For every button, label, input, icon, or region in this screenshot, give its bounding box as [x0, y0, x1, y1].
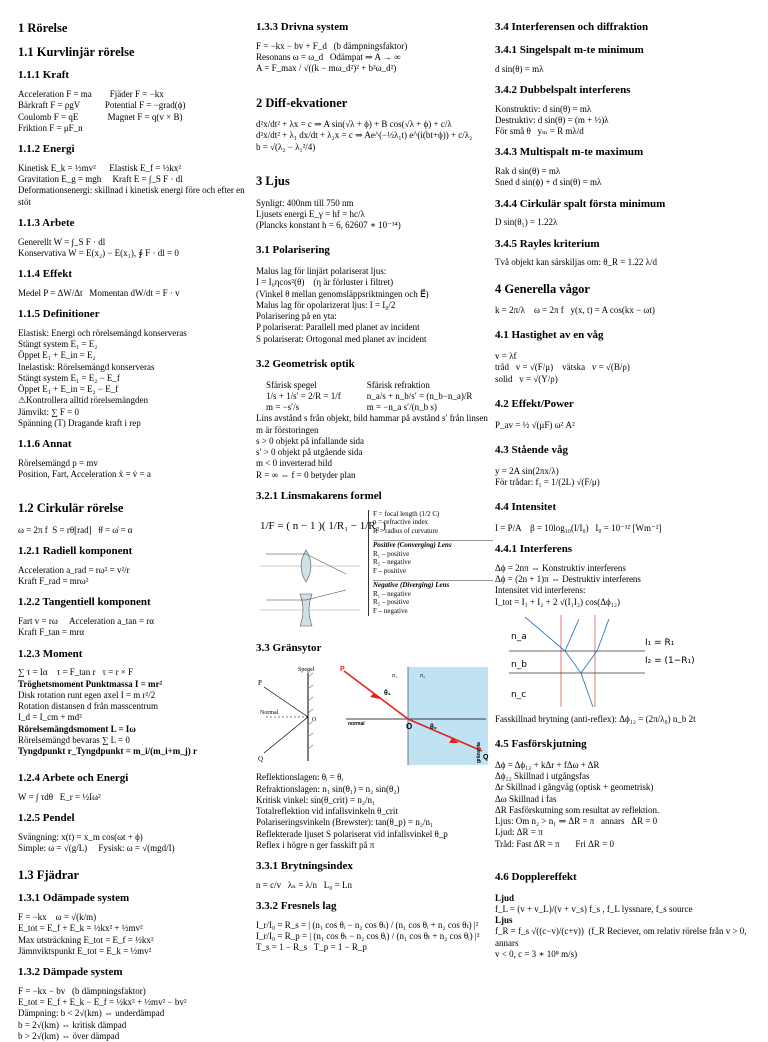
geo-line: Lins avstånd s från objekt, bild hammar på avstånd s′ från linsen: [256, 413, 488, 424]
heading-intensitet: 4.4 Intensitet: [495, 501, 557, 514]
label-p-right: P: [340, 666, 345, 674]
stv-line: För trådar: f₁ = 1/(2L) √(F/μ): [495, 476, 600, 487]
fas-line: Δr Skillnad i gångväg (optisk + geometrisk): [495, 782, 654, 793]
diff-line: b = √(λ₂ − λ₁²/4): [256, 141, 316, 152]
multi-line: Rak d sin(θ) = mλ: [495, 166, 561, 176]
mom-line: Tröghetsmoment Punktmassa I = mr²: [18, 678, 163, 689]
fres-line: T_s = 1 − R_s T_p = 1 − R_p: [256, 942, 367, 953]
mom-line: ∑ τ = Iα τ = F_tan r τ = r × F: [18, 667, 134, 678]
lens-diagram: [256, 544, 364, 636]
damp-line: b > 2√(km) ⇔ över dämpad: [18, 1030, 120, 1041]
section-generella-vagor: 4 Generella vågor: [495, 281, 590, 296]
single-line: d sin(θ) = mλ: [495, 63, 544, 74]
label-nb: n_b: [511, 659, 527, 670]
intf-after-line: Fasskillnad brytning (anti-reflex): Δϕ₁₂ = (2π/λ₀) n_b 2t: [495, 713, 696, 724]
fas-line: Tråd: Fast ΔR = π Fri ΔR = 0: [495, 838, 614, 849]
thin-film-sketch: [495, 611, 745, 711]
legend-line: R₂ – negative: [373, 558, 411, 567]
heading-definitioner: 1.1.5 Definitioner: [18, 308, 100, 320]
double-line: Konstruktiv: d sin(θ) = mλ: [495, 103, 592, 114]
heading-kraft: 1.1.1 Kraft: [18, 69, 70, 82]
drivna-line: A = F_max / √((k − mω_d²)² + b²ω_d²): [256, 63, 397, 74]
heading-dubbelspalt: 3.4.2 Dubbelspalt interferens: [495, 83, 631, 96]
heading-arbete: 1.1.3 Arbete: [18, 216, 75, 229]
lensmaker-formula: 1/F = ( n − 1 )( 1/R₁ − 1/R₂ ): [260, 519, 386, 532]
label-o-right: O: [406, 722, 413, 732]
legend-heading: Negative (Diverging) Lens: [373, 580, 493, 590]
spherical-mirror: [266, 380, 341, 414]
hast-line: v = λf: [495, 351, 517, 362]
label-q-left: Q: [258, 755, 264, 764]
label-o-left: O: [312, 717, 317, 724]
label-i2: I₂ = (1−R₁): [645, 655, 695, 666]
geo-line: R = ∞ ⇔ f = 0 betyder plan: [256, 469, 356, 480]
section-fjadrar: 1.3 Fjädrar: [18, 867, 80, 882]
legend-line: R = radius of curvature: [373, 527, 438, 535]
geo-line: m är förstoringen: [256, 424, 319, 435]
pol-line: (Vinkel θ mellan genomsläppsriktningen och E⃗): [256, 288, 429, 299]
fas-line: Δϕ = Δϕ₁₂ + kΔr + fΔω + ΔR: [495, 759, 600, 770]
intf-line: Δϕ = 2nπ ⇔ Konstruktiv interferens: [495, 562, 626, 573]
mirror-mag: m = −s′/s: [266, 402, 300, 412]
label-gransyta: gränsyta: [476, 742, 482, 764]
ae-line: W = ∫ τdθ E_r = ½Iω²: [18, 792, 101, 803]
heading-polarisering: 3.1 Polarisering: [256, 244, 330, 257]
label-na: n_a: [511, 631, 527, 642]
legend-line: F – negative: [373, 607, 408, 615]
section-diff: 2 Diff-ekvationer: [256, 95, 348, 110]
odamp-line: F = −kx ω = √(k/m): [18, 912, 97, 922]
arbete-line: Generellt W = ∫_S F · dl: [18, 236, 106, 247]
circ-line: D sin(θ₁) = 1.22λ: [495, 217, 558, 228]
heading-fasforskjutning: 4.5 Fasförskjutning: [495, 738, 587, 751]
rad-line: Kraft F_rad = mrω²: [18, 576, 89, 587]
pol-line: I = I₀ηcos²(θ) (η är förluster i filtret): [256, 277, 394, 288]
heading-singelspalt: 3.4.1 Singelspalt m-te minimum: [495, 43, 644, 56]
energi-line: Kinetisk E_k = ½mv² Elastisk E_f = ½kx²: [18, 162, 182, 173]
column-1: [18, 14, 254, 1042]
lens-legend: [368, 510, 493, 616]
mom-line: Rotation distansen d från masscentrum: [18, 701, 158, 712]
heading-linsmakarens: 3.2.1 Linsmakarens formel: [256, 489, 382, 502]
energi-line: Deformationsenergi: skillnad i kinetisk energi före och efter en stöt: [18, 185, 247, 207]
odamp-line: Jämnviktspunkt E_tot = E_k = ½mv²: [18, 945, 152, 956]
dop-ljud-label: Ljud: [495, 892, 515, 903]
label-theta2: θ₂: [430, 724, 437, 732]
odamp-line: Max utsträckning E_tot = E_f = ½kx²: [18, 934, 154, 945]
section-kurvlinjar: 1.1 Kurvlinjär rörelse: [18, 44, 135, 59]
label-normal: Normal: [260, 710, 279, 717]
mom-line: Rörelsemängd bevaras ∑ L = 0: [18, 734, 130, 745]
heading-staende-vag: 4.3 Stående våg: [495, 443, 569, 456]
fres-line: I_r/I₀ = R_s = | (n₁ cos θᵢ − n₂ cos θₜ) / (n₁ cos θᵢ + n₂ cos θₜ) |²: [256, 919, 479, 930]
geo-line: s′ > 0 objekt på utgående sida: [256, 447, 363, 457]
intf-line: Δϕ = (2n + 1)π ⇔ Destruktiv interferens: [495, 574, 641, 585]
intf-line: Intensitet vid interferens:: [495, 585, 586, 596]
spherical-refraction: [367, 380, 473, 414]
def-line: Inelastisk: Rörelsemängd konserveras: [18, 361, 155, 372]
eff-line: P_av = ½ √(μF) ω² A²: [495, 419, 575, 430]
heading-brytningsindex: 3.3.1 Brytningsindex: [256, 860, 353, 872]
fas-line: Δϕ₁₂ Skillnad i utgångsfas: [495, 771, 590, 782]
fas-line: ΔR Fasförskutning som resultat av reflektion.: [495, 804, 660, 815]
grans-line: Reflekterade ljuset S polariserat vid infallsvinkel θ_p: [256, 828, 448, 839]
heading-geometrisk-optik: 3.2 Geometrisk optik: [256, 357, 355, 370]
label-spegel: Spegel: [298, 667, 315, 674]
kraft-line: Acceleration F = ma Fjäder F = −kx: [18, 89, 164, 99]
def-line: Stängt system E₁ = E₂: [18, 339, 98, 349]
kraft-line: Coulomb F = qE Magnet F = q(v × B): [18, 111, 183, 122]
label-nc: n_c: [511, 689, 527, 700]
kraft-block: [18, 89, 254, 134]
annat-line: Rörelsemängd p = mv: [18, 457, 98, 468]
legend-heading: Positive (Converging) Lens: [373, 540, 493, 550]
label-q-right: Q: [483, 754, 489, 762]
mom-line: Tyngdpunkt r_Tyngdpunkt = m_i/(m_i+m_j) r: [18, 746, 197, 757]
geo-formulas: [266, 380, 492, 414]
section-cirkular: 1.2 Cirkulär rörelse: [18, 501, 124, 516]
fas-line: Ljud: ΔR = π: [495, 827, 543, 838]
refraction-title: Sfärisk refraktion: [366, 379, 430, 390]
kraft-line: Friktion F = μF_n: [18, 122, 83, 133]
heading-interferens-diffraktion: 3.4 Interferensen och diffraktion: [495, 21, 649, 33]
bryt-line: n = c/v λₙ = λ/n L₀ = Ln: [256, 879, 352, 890]
heading-drivna: 1.3.3 Drivna system: [256, 21, 349, 33]
damp-line: E_tot = E_f + E_k − E_f = ½kx² + ½mv² − bv²: [18, 997, 187, 1007]
damp-line: F = −kx − bv (b dämpningsfaktor): [18, 985, 146, 996]
annat-line: Position, Fart, Acceleration ẍ = v̇ = a: [18, 469, 151, 479]
pol-line: Malus lag för opolarizerat ljus: I = I₀/2: [256, 299, 396, 310]
drivna-line: F = −kx − bv + F_d (b dämpningsfaktor): [256, 40, 408, 51]
intf-line: I_tot = I₁ + I₂ + 2 √(I₁I₂) cos(Δϕ₁₂): [495, 596, 620, 607]
label-i1: I₁ = R₁: [645, 637, 675, 648]
heading-gransytor: 3.3 Gränsytor: [256, 641, 322, 654]
heading-annat: 1.1.6 Annat: [18, 438, 72, 450]
pol-line: S polariserat: Ortogonal med planet av incident: [256, 333, 427, 344]
heading-moment: 1.2.3 Moment: [18, 647, 83, 660]
legend-line: R₂ – positive: [373, 598, 410, 607]
heading-doppler: 4.6 Dopplereffekt: [495, 870, 577, 883]
heading-hastighet: 4.1 Hastighet av en våg: [495, 329, 604, 342]
tan-line: Kraft F_tan = mrα: [18, 627, 85, 638]
grans-line: Refraktionslagen: n₁ sin(θ₁) = n₂ sin(θ₂): [256, 783, 400, 794]
label-n1: n₁: [392, 673, 398, 680]
column-2: [256, 14, 492, 954]
def-line: Elastisk: Energi och rörelsemängd konserveras: [18, 327, 187, 338]
fas-line: Ljus: Om n₂ > n₁ ⇒ ΔR = π annars ΔR = 0: [495, 816, 658, 827]
dop-line: f_L = (v + v_L)/(v + v_s) f_s , f_L lyssnare, f_s source: [495, 903, 693, 914]
section-ljus: 3 Ljus: [256, 173, 290, 188]
heading-tangentiell: 1.2.2 Tangentiell komponent: [18, 596, 151, 609]
heading-odampade: 1.3.1 Odämpade system: [18, 892, 130, 905]
pend-line: Simple: ω = √(g/L) Fysisk: ω = √(mgd/I): [18, 843, 175, 854]
legend-line: R₁ – negative: [373, 589, 411, 598]
heading-rayles: 3.4.5 Rayles kriterium: [495, 237, 600, 250]
gen-line: k = 2π/λ ω = 2π f y(x, t) = A cos(kx − ωt): [495, 305, 655, 316]
legend-line: F – positive: [373, 567, 407, 575]
int-line: I = P/A β = 10log₁₀(I/I₀) I₀ = 10⁻¹² [Wm⁻²]: [495, 522, 662, 533]
cirk-line: ω = 2π f S = rθ[rad] θ̇ = ω̇ = α: [18, 524, 133, 535]
def-line: Spänning (T) Dragande kraft i rep: [18, 417, 141, 428]
energi-line: Gravitation E_g = mgh Kraft E = ∫_S F · dl: [18, 174, 183, 184]
geo-line: m < 0 inverterad bild: [256, 458, 333, 469]
ljus-line: Synligt: 400nm till 750 nm: [256, 197, 354, 208]
damp-line: b = 2√(km) ⇔ kritisk dämpad: [18, 1019, 127, 1030]
kraft-line: Bärkraft F = ρgV Potential F = −grad(ϕ): [18, 100, 186, 111]
multi-line: Sned d sin(ϕ) + d sin(θ) = mλ: [495, 177, 602, 188]
refraction-mag: m = −n_a s′/(n_b s): [366, 402, 437, 412]
grans-line: Polariseringsvinkeln (Brewster): tan(θ_p) = n₂/n₁: [256, 817, 434, 828]
fas-line: Δω Skillnad i fas: [495, 793, 557, 804]
hast-line: tråd v = √(F/μ) vätska v = √(B/ρ): [495, 362, 630, 373]
heading-effekt: 1.1.4 Effekt: [18, 268, 73, 280]
section-rorelse: 1 Rörelse: [18, 21, 68, 35]
column-3: [495, 14, 753, 960]
def-line: Jämvikt: ∑ F = 0: [18, 406, 79, 417]
heading-effekt-power: 4.2 Effekt/Power: [495, 397, 574, 410]
rayl-line: Två objekt kan särskiljas om: θ_R = 1.22 λ/d: [495, 257, 657, 268]
heading-fresnel: 3.3.2 Fresnels lag: [256, 900, 337, 912]
dop-line: v < 0, c = 3 ∗ 10⁸ m/s): [495, 948, 578, 959]
refraction-eq: n_a/s + n_b/s′ = (n_b−n_a)/R: [366, 390, 473, 401]
grans-line: Totalreflektion vid infallsvinkeln θ_crit: [256, 806, 398, 816]
effekt-line: Medel P = ΔW/Δt Momentan dW/dt = F · v: [18, 287, 180, 298]
heading-pendel: 1.2.5 Pendel: [18, 812, 75, 825]
pend-line: Svängning: x(t) = x_m cos(ωt + ϕ): [18, 832, 143, 843]
def-warning-line: ⚠Kontrollera alltid rörelsemängden: [18, 395, 149, 406]
def-line: Öppet E₁ + E_in = E₂ − E_f: [18, 384, 119, 394]
mom-line: Rörelsemängdsmoment L = Iω: [18, 723, 136, 734]
grans-line: Kritisk vinkel: sin(θ_crit) = n₂/n₁: [256, 794, 376, 805]
heading-interferens: 4.4.1 Interferens: [495, 543, 573, 556]
pol-line: Polarisering på en yta:: [256, 311, 337, 321]
drivna-line: Resonans ω = ω_d Odämpat ⇒ A → ∞: [256, 52, 401, 62]
legend-line: n = refractive index: [373, 518, 429, 527]
damp-line: Dämpning: b < 2√(km) ⇔ underdämpad: [18, 1008, 165, 1019]
mom-line: I_d = I_cm + md²: [18, 712, 82, 723]
double-line: Destruktiv: d sin(θ) = (m + ½)λ: [495, 114, 609, 125]
dop-ljus-label: Ljus: [495, 915, 513, 926]
heading-energi: 1.1.2 Energi: [18, 143, 75, 155]
legend-line: R₁ – positive: [373, 549, 410, 558]
label-n2: n₂: [420, 673, 426, 680]
def-line: Stängt system E₁ = E₂ − E_f: [18, 372, 120, 383]
lensmaker-figure: [256, 510, 492, 638]
mirror-eq: 1/s + 1/s′ = 2/R = 1/f: [266, 390, 341, 401]
heading-dampade: 1.3.2 Dämpade system: [18, 966, 123, 978]
heading-cirkular-spalt: 3.4.4 Cirkulär spalt första minimum: [495, 197, 666, 210]
fres-line: I_r/I₀ = R_p = | (n₁ cos θₜ − n₂ cos θᵢ) / (n₁ cos θₜ + n₂ cos θᵢ) |²: [256, 931, 480, 941]
stv-line: y = 2A sin(2πx/λ): [495, 465, 559, 476]
pol-line: P polariserat: Parallell med planet av incident: [256, 322, 420, 333]
arbete-line: Konservativa W = E(x₂) − E(x₁), ∮ F · dl = 0: [18, 247, 179, 258]
legend-line: F = focal length (1/2 C): [373, 509, 440, 518]
rad-line: Acceleration a_rad = rω² = v²/r: [18, 564, 130, 575]
heading-multispalt: 3.4.3 Multispalt m-te maximum: [495, 146, 644, 159]
diff-line: d²x/dt² + λx = c ⇒ A sin(√λ + ϕ) + B cos(√λ + ϕ) + c/λ: [256, 119, 452, 130]
heading-radiell: 1.2.1 Radiell komponent: [18, 545, 133, 558]
tan-line: Fart v = rω Acceleration a_tan = rα: [18, 616, 154, 627]
dop-line: f_R = f_s √((c−v)/(c+v)) (f_R Reciever, om relativ rörelse från v > 0, annars: [495, 926, 749, 948]
label-theta1: θ₁: [384, 690, 391, 698]
odamp-line: E_tot = E_f + E_k = ½kx² + ½mv²: [18, 923, 143, 934]
geo-line: s > 0 objekt på infallande sida: [256, 435, 365, 446]
hast-line: solid v = √(Y/ρ): [495, 373, 558, 384]
ljus-line: Ljusets energi E_γ = hf = hc/λ: [256, 208, 365, 219]
grans-line: Reflex i högre n ger fasskift på π: [256, 839, 375, 850]
grans-line: Reflektionslagen: θᵢ = θᵣ: [256, 772, 344, 783]
ljus-line: (Plancks konstant h = 6, 62607 ∗ 10⁻³⁴): [256, 220, 401, 230]
double-line: För små θ yₘ = R mλ/d: [495, 126, 584, 136]
label-p-left: P: [258, 679, 262, 688]
label-normal-right: normal: [348, 721, 365, 728]
heading-arbete-energi: 1.2.4 Arbete och Energi: [18, 772, 129, 785]
def-line: Öppet E₁ + E_in = E₂: [18, 350, 96, 361]
pol-line: Malus lag för linjärt polariserat ljus:: [256, 266, 387, 276]
mirror-title: Sfärisk spegel: [266, 379, 317, 390]
diff-line: d²x/dt² + λ₁ dx/dt + λ₂x = c ⇒ Ae^(−½λ₁t) e^(i(bt+ϕ)) + c/λ₂: [256, 130, 473, 141]
mom-line: Disk rotation runt egen axel I = m r²/2: [18, 689, 156, 700]
interface-diagram: [256, 663, 492, 769]
